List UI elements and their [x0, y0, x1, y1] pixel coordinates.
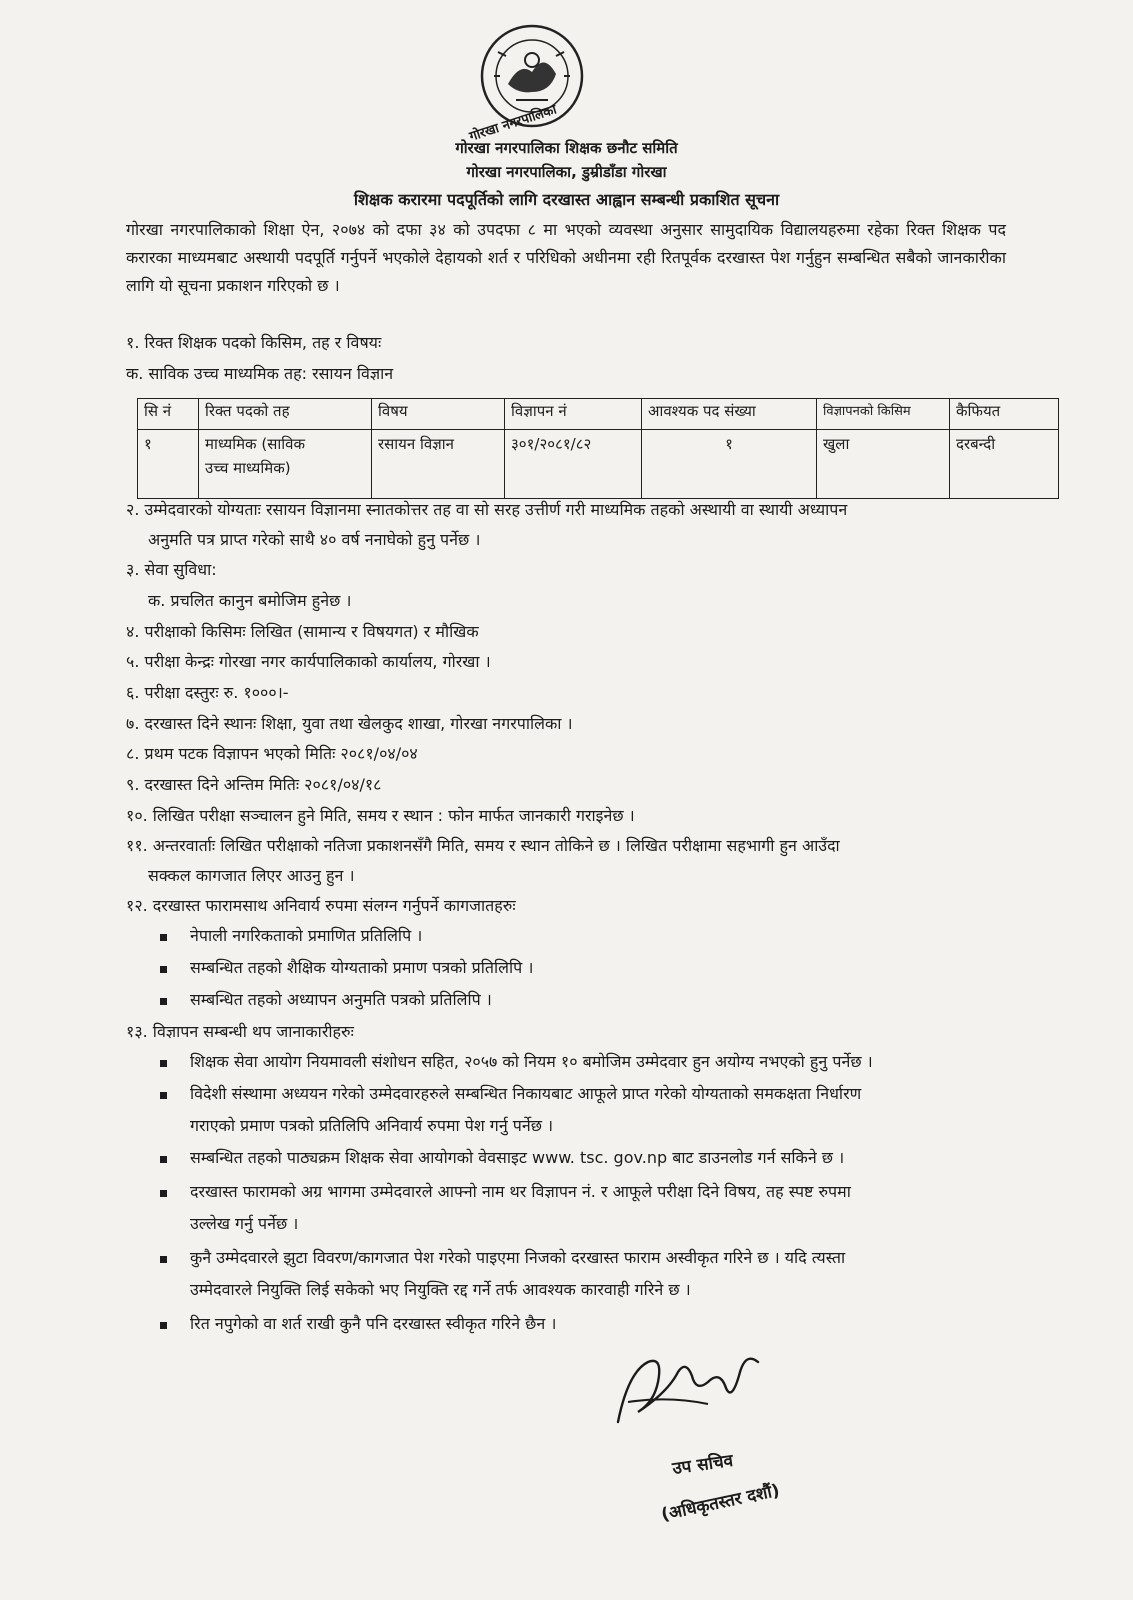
- item-13-bullet-1: शिक्षक सेवा आयोग नियमावली संशोधन सहित, २०५७ को नियम १० बमोजिम उम्मेदवार हुन अयोग्य नभएको हुनु पर्नेछ ।: [190, 1052, 873, 1071]
- item-13-bullet-6: रित नपुगेको वा शर्त राखी कुनै पनि दरखास्त स्वीकृत गरिने छैन ।: [190, 1314, 557, 1333]
- section1-title: १. रिक्त शिक्षक पदको किसिम, तह र विषयः: [126, 333, 382, 352]
- item-5: ५. परीक्षा केन्द्रः गोरखा नगर कार्यपालिकाको कार्यालय, गोरखा ।: [126, 652, 491, 671]
- col-subject: विषय: [372, 399, 505, 430]
- col-remarks: कैफियत: [950, 399, 1059, 430]
- item-10: १०. लिखित परीक्षा सञ्चालन हुने मिति, समय र स्थान : फोन मार्फत जानकारी गराइनेछ ।: [126, 806, 635, 825]
- item-3a: क. प्रचलित कानुन बमोजिम हुनेछ ।: [148, 591, 352, 610]
- item-9: ९. दरखास्त दिने अन्तिम मितिः २०८१/०४/१८: [126, 775, 382, 794]
- bullet-icon: [160, 1156, 167, 1163]
- col-posts: आवश्यक पद संख्या: [642, 399, 817, 430]
- bullet-icon: [160, 1092, 167, 1099]
- bullet-icon: [160, 1256, 167, 1263]
- item-13-bullet-4-line1: दरखास्त फारामको अग्र भागमा उम्मेदवारले आफ्नो नाम थर विज्ञापन नं. र आफूले परीक्षा दिने विषय, तह स्पष्ट रुपमा: [190, 1182, 851, 1201]
- item-11-line1: ११. अन्तरवार्ताः लिखित परीक्षाको नतिजा प्रकाशनसँगै मिति, समय र स्थान तोकिने छ । लिखित परीक्षामा सहभागी हुन आउँदा: [126, 836, 840, 855]
- committee-name: गोरखा नगरपालिका शिक्षक छनौट समिति: [455, 139, 678, 157]
- item-13-bullet-5-line2: उम्मेदवारले नियुक्ति लिई सकेको भए नियुक्ति रद्द गर्ने तर्फ आवश्यक कारवाही गरिने छ ।: [190, 1280, 691, 1299]
- office-address: गोरखा नगरपालिका, डुम्रीडाँडा गोरखा: [466, 163, 667, 181]
- bullet-icon: [160, 934, 167, 941]
- notice-title: शिक्षक करारमा पदपूर्तिको लागि दरखास्त आह्वान सम्बन्धी प्रकाशित सूचना: [353, 190, 780, 209]
- table-row: [138, 430, 1059, 499]
- col-sn: सि नं: [138, 399, 199, 430]
- item-8: ८. प्रथम पटक विज्ञापन भएको मितिः २०८१/०४/०४: [126, 744, 418, 763]
- bullet-icon: [160, 1190, 167, 1197]
- cell-level-line2: उच्च माध्यमिक): [205, 459, 291, 477]
- cell-sn: १: [138, 430, 199, 499]
- cell-subject: रसायन विज्ञान: [372, 430, 505, 499]
- cell-posts: १: [642, 430, 817, 499]
- item-13-bullet-5-line1: कुनै उम्मेदवारले झुटा विवरण/कागजात पेश गरेको पाइएमा निजको दरखास्त फाराम अस्वीकृत गरिने छ । यदि त्यस्ता: [190, 1248, 846, 1267]
- signer-rank: (अधिकृतस्तर दशौं): [659, 1480, 782, 1526]
- item-12-bullet-1: नेपाली नगरिकताको प्रमाणित प्रतिलिपि ।: [190, 926, 423, 945]
- vacancy-table: [137, 398, 1059, 499]
- bullet-icon: [160, 1060, 167, 1067]
- col-adv-type: विज्ञापनको किसिम: [817, 399, 950, 430]
- cell-adv-no: ३०१/२०८१/८२: [505, 430, 642, 499]
- cell-adv-type: खुला: [817, 430, 950, 499]
- item-3: ३. सेवा सुविधा:: [126, 560, 217, 579]
- signer-designation: उप सचिव: [671, 1450, 735, 1480]
- bullet-icon: [160, 998, 167, 1005]
- item-7: ७. दरखास्त दिने स्थानः शिक्षा, युवा तथा खेलकुद शाखा, गोरखा नगरपालिका ।: [126, 714, 573, 733]
- col-level: रिक्त पदको तह: [199, 399, 372, 430]
- section1-sub: क. साविक उच्च माध्यमिक तह: रसायन विज्ञान: [126, 364, 394, 383]
- item-6: ६. परीक्षा दस्तुरः रु. १०००।-: [126, 683, 289, 702]
- col-adv-no: विज्ञापन नं: [505, 399, 642, 430]
- intro-paragraph: गोरखा नगरपालिकाको शिक्षा ऐन, २०७४ को दफा ३४ को उपदफा ८ मा भएको व्यवस्था अनुसार सामुदायिक विद्यालयहरुमा रहेका रिक्त शिक्षक पद करारका माध्यमबाट अस्थायी पदपूर्ति गर्नुपर्ने भएकोले देहायको शर्त र परिधिको अधीनमा रही रितपूर्वक दरखास्त पेश गर्नुहुन सम्बन्धित सबैको जानकारीका लागि यो सूचना प्रकाशन गरिएको छ ।: [126, 220, 1006, 295]
- bullet-icon: [160, 966, 167, 973]
- item-12-bullet-2: सम्बन्धित तहको शैक्षिक योग्यताको प्रमाण पत्रको प्रतिलिपि ।: [190, 958, 534, 977]
- item-12-bullet-3: सम्बन्धित तहको अध्यापन अनुमति पत्रको प्रतिलिपि ।: [190, 990, 492, 1009]
- handwritten-signature: [608, 1332, 768, 1442]
- item-4: ४. परीक्षाको किसिमः लिखित (सामान्य र विषयगत) र मौखिक: [126, 622, 479, 641]
- item-13: १३. विज्ञापन सम्बन्धी थप जानाकारीहरुः: [126, 1022, 354, 1041]
- item-2-line1: २. उम्मेदवारको योग्यताः रसायन विज्ञानमा स्नातकोत्तर तह वा सो सरह उत्तीर्ण गरी माध्यमिक तहको अस्थायी वा स्थायी अध्यापन: [126, 500, 848, 519]
- bullet-icon: [160, 1322, 167, 1329]
- item-13-bullet-2-line2: गराएको प्रमाण पत्रको प्रतिलिपि अनिवार्य रुपमा पेश गर्नु पर्नेछ ।: [190, 1116, 554, 1135]
- table-header-row: [138, 399, 1059, 430]
- cell-level: [199, 430, 372, 499]
- cell-level-line1: माध्यमिक (साविक: [205, 435, 305, 453]
- item-13-bullet-3: सम्बन्धित तहको पाठ्यक्रम शिक्षक सेवा आयोगको वेवसाइट www. tsc. gov.np बाट डाउनलोड गर्न सकिने छ ।: [190, 1148, 845, 1167]
- item-12: १२. दरखास्त फारामसाथ अनिवार्य रुपमा संलग्न गर्नुपर्ने कागजातहरुः: [126, 896, 516, 915]
- item-13-bullet-2-line1: विदेशी संस्थामा अध्ययन गरेको उम्मेदवारहरुले सम्बन्धित निकायबाट आफूले प्राप्त गरेको योग्यताको समकक्षता निर्धारण: [190, 1084, 862, 1103]
- item-13-bullet-4-line2: उल्लेख गर्नु पर्नेछ ।: [190, 1214, 299, 1233]
- item-2-line2: अनुमति पत्र प्राप्त गरेको साथै ४० वर्ष ननाघेको हुनु पर्नेछ ।: [148, 530, 481, 549]
- seal-text: गोरखा नगरपालिका: [467, 102, 559, 145]
- item-11-line2: सक्कल कागजात लिएर आउनु हुन ।: [148, 866, 355, 885]
- cell-remarks: दरबन्दी: [950, 430, 1059, 499]
